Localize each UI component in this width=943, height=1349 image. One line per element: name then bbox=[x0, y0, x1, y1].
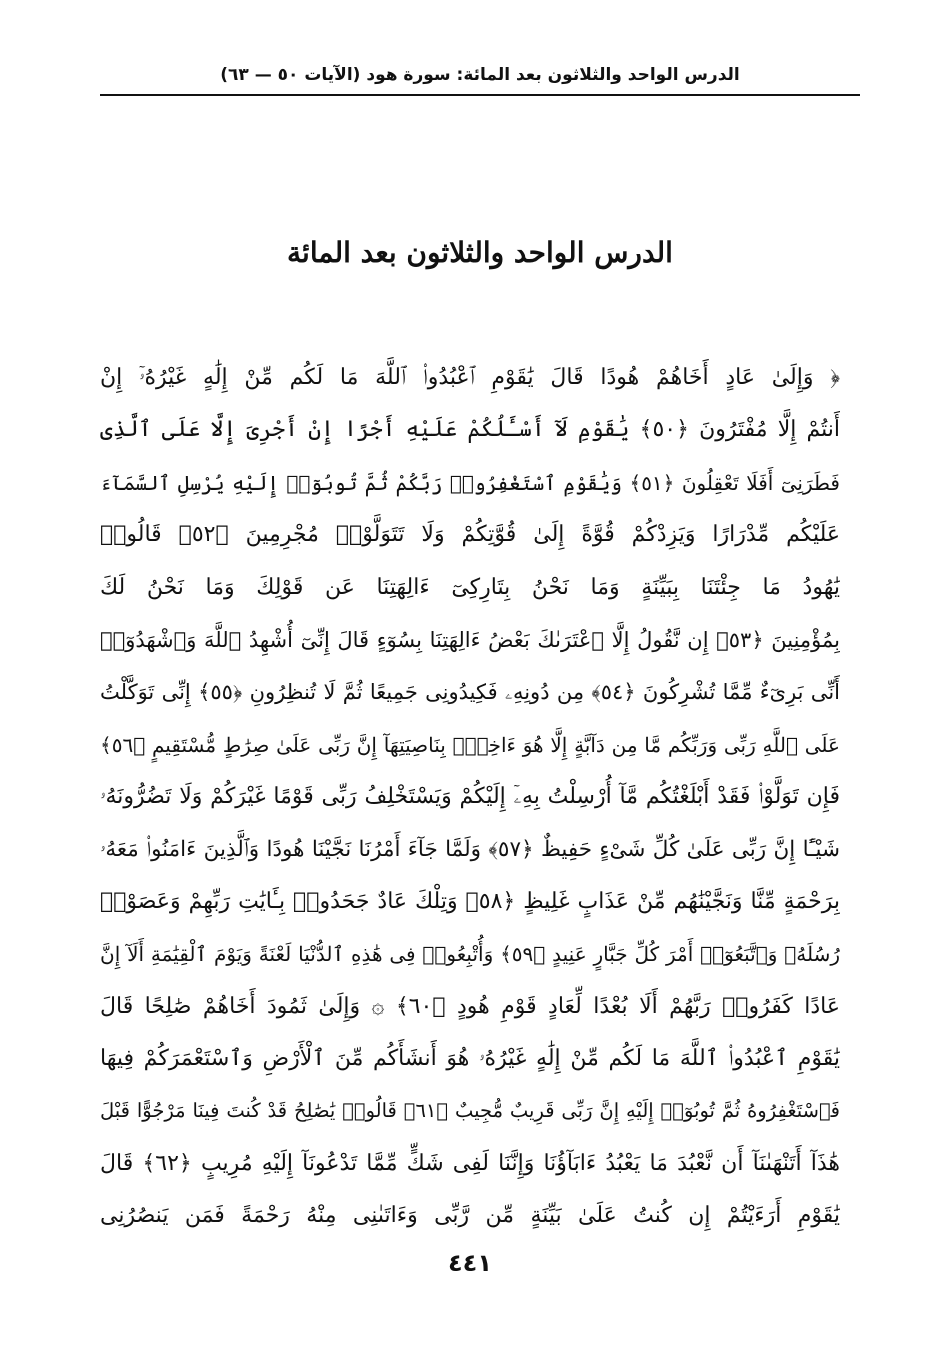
verse-line-5: يَٰهُودُ مَا جِئْتَنَا بِبَيِّنَةٍ وَمَا نَحْنُ بِتَارِكِىٓ ءَالِهَتِنَا عَن قَوْلِكَ وَمَا نَحْنُ لَكَ bbox=[100, 574, 840, 600]
verse-line-10: شَيْـًٔا إِنَّ رَبِّى عَلَىٰ كُلِّ شَىْءٍ حَفِيظٌ ﴿٥٧﴾ وَلَمَّا جَآءَ أَمْرُنَا نَجَّيْنَا هُودًا وَٱلَّذِينَ ءَامَنُوا۟ مَعَهُۥ bbox=[100, 836, 840, 862]
verse-line-3: فَطَرَنِىٓ أَفَلَا تَعْقِلُونَ ﴿٥١﴾ وَيَٰقَوْمِ ٱسْتَغْفِرُوا۟ رَبَّكُمْ ثُمَّ تُوبُوٓا۟ إِلَيْهِ يُرْسِلِ ٱلسَّمَآءَ bbox=[100, 470, 840, 495]
verse-line-2: أَنتُمْ إِلَّا مُفْتَرُونَ ﴿٥٠﴾ يَٰقَوْمِ لَآ أَسْـَٔلُكُمْ عَلَيْهِ أَجْرًا إِنْ أَجْرِىَ إِلَّا عَلَى ٱلَّذِى bbox=[100, 417, 840, 443]
page-number: ٤٤١ bbox=[448, 1249, 492, 1277]
header-rule bbox=[100, 94, 860, 96]
verse-block bbox=[100, 352, 840, 1243]
verse-line-7: أَنِّى بَرِىٓءٌ مِّمَّا تُشْرِكُونَ ﴿٥٤﴾ مِن دُونِهِۦ فَكِيدُونِى جَمِيعًا ثُمَّ لَا تُنظِرُونِ ﴿٥٥﴾ إِنِّى تَوَكَّلْتُ bbox=[100, 680, 840, 705]
verse-line-14: يَٰقَوْمِ ٱعْبُدُوا۟ ٱللَّهَ مَا لَكُم مِّنْ إِلَٰهٍ غَيْرُهُۥ هُوَ أَنشَأَكُم مِّنَ ٱلْأَرْضِ وَٱسْتَعْمَرَكُمْ فِيهَا bbox=[100, 1046, 840, 1072]
verse-line-17: يَٰقَوْمِ أَرَءَيْتُمْ إِن كُنتُ عَلَىٰ بَيِّنَةٍ مِّن رَّبِّى وَءَاتَىٰنِى مِنْهُ رَحْمَةً فَمَن يَنصُرُنِى bbox=[100, 1203, 840, 1229]
verse-line-4: عَلَيْكُم مِّدْرَارًا وَيَزِدْكُمْ قُوَّةً إِلَىٰ قُوَّتِكُمْ وَلَا تَتَوَلَّوْا۟ مُجْرِمِينَ ﴿٥٢﴾ قَالُوا۟ bbox=[100, 522, 840, 548]
lesson-title: الدرس الواحد والثلاثون بعد المائة bbox=[287, 236, 673, 269]
verse-line-6: بِمُؤْمِنِينَ ﴿٥٣﴾ إِن نَّقُولُ إِلَّا ٱعْتَرَىٰكَ بَعْضُ ءَالِهَتِنَا بِسُوٓءٍ قَالَ إِنِّىٓ أُشْهِدُ ٱللَّهَ وَٱشْهَدُوٓا۟ bbox=[100, 627, 840, 652]
verse-line-16: هَٰذَآ أَتَنْهَىٰنَآ أَن نَّعْبُدَ مَا يَعْبُدُ ءَابَآؤُنَا وَإِنَّنَا لَفِى شَكٍّ مِّمَّا تَدْعُونَآ إِلَيْهِ مُرِيبٍ ﴿٦٢﴾ قَالَ bbox=[100, 1150, 840, 1176]
verse-line-8: عَلَى ٱللَّهِ رَبِّى وَرَبِّكُم مَّا مِن دَآبَّةٍ إِلَّا هُوَ ءَاخِذٌۢ بِنَاصِيَتِهَآ إِنَّ رَبِّى عَلَىٰ صِرَٰطٍ مُّسْتَقِيمٍ ﴿٥٦﴾ bbox=[100, 732, 840, 757]
running-header: الدرس الواحد والثلاثون بعد المائة: سورة هود (الآيات ٥٠ — ٦٣) bbox=[220, 65, 740, 85]
verse-line-11: بِرَحْمَةٍ مِّنَّا وَنَجَّيْنَٰهُم مِّنْ عَذَابٍ غَلِيظٍ ﴿٥٨﴾ وَتِلْكَ عَادٌ جَحَدُوا۟ بِـَٔايَٰتِ رَبِّهِمْ وَعَصَوْا۟ bbox=[100, 888, 840, 914]
verse-line-12: رُسُلَهُۥ وَٱتَّبَعُوٓا۟ أَمْرَ كُلِّ جَبَّارٍ عَنِيدٍ ﴿٥٩﴾ وَأُتْبِعُوا۟ فِى هَٰذِهِ ٱلدُّنْيَا لَعْنَةً وَيَوْمَ ٱلْقِيَٰمَةِ أَلَآ إِنَّ bbox=[100, 942, 840, 967]
verse-line-15: فَٱسْتَغْفِرُوهُ ثُمَّ تُوبُوٓا۟ إِلَيْهِ إِنَّ رَبِّى قَرِيبٌ مُّجِيبٌ ﴿٦١﴾ قَالُوا۟ يَٰصَٰلِحُ قَدْ كُنتَ فِينَا مَرْجُوًّا قَبْلَ bbox=[100, 1099, 840, 1123]
verse-line-9: فَإِن تَوَلَّوْا۟ فَقَدْ أَبْلَغْتُكُم مَّآ أُرْسِلْتُ بِهِۦٓ إِلَيْكُمْ وَيَسْتَخْلِفُ رَبِّى قَوْمًا غَيْرَكُمْ وَلَا تَضُرُّونَهُۥ bbox=[100, 784, 840, 810]
verse-line-13: عَادًا كَفَرُوا۟ رَبَّهُمْ أَلَا بُعْدًا لِّعَادٍ قَوْمِ هُودٍ ﴿٦٠﴾ ۞ وَإِلَىٰ ثَمُودَ أَخَاهُمْ صَٰلِحًا قَالَ bbox=[100, 993, 840, 1019]
verse-line-1: ﴿ وَإِلَىٰ عَادٍ أَخَاهُمْ هُودًا قَالَ يَٰقَوْمِ ٱعْبُدُوا۟ ٱللَّهَ مَا لَكُم مِّنْ إِلَٰهٍ غَيْرُهُۥٓ إِنْ bbox=[100, 365, 840, 390]
